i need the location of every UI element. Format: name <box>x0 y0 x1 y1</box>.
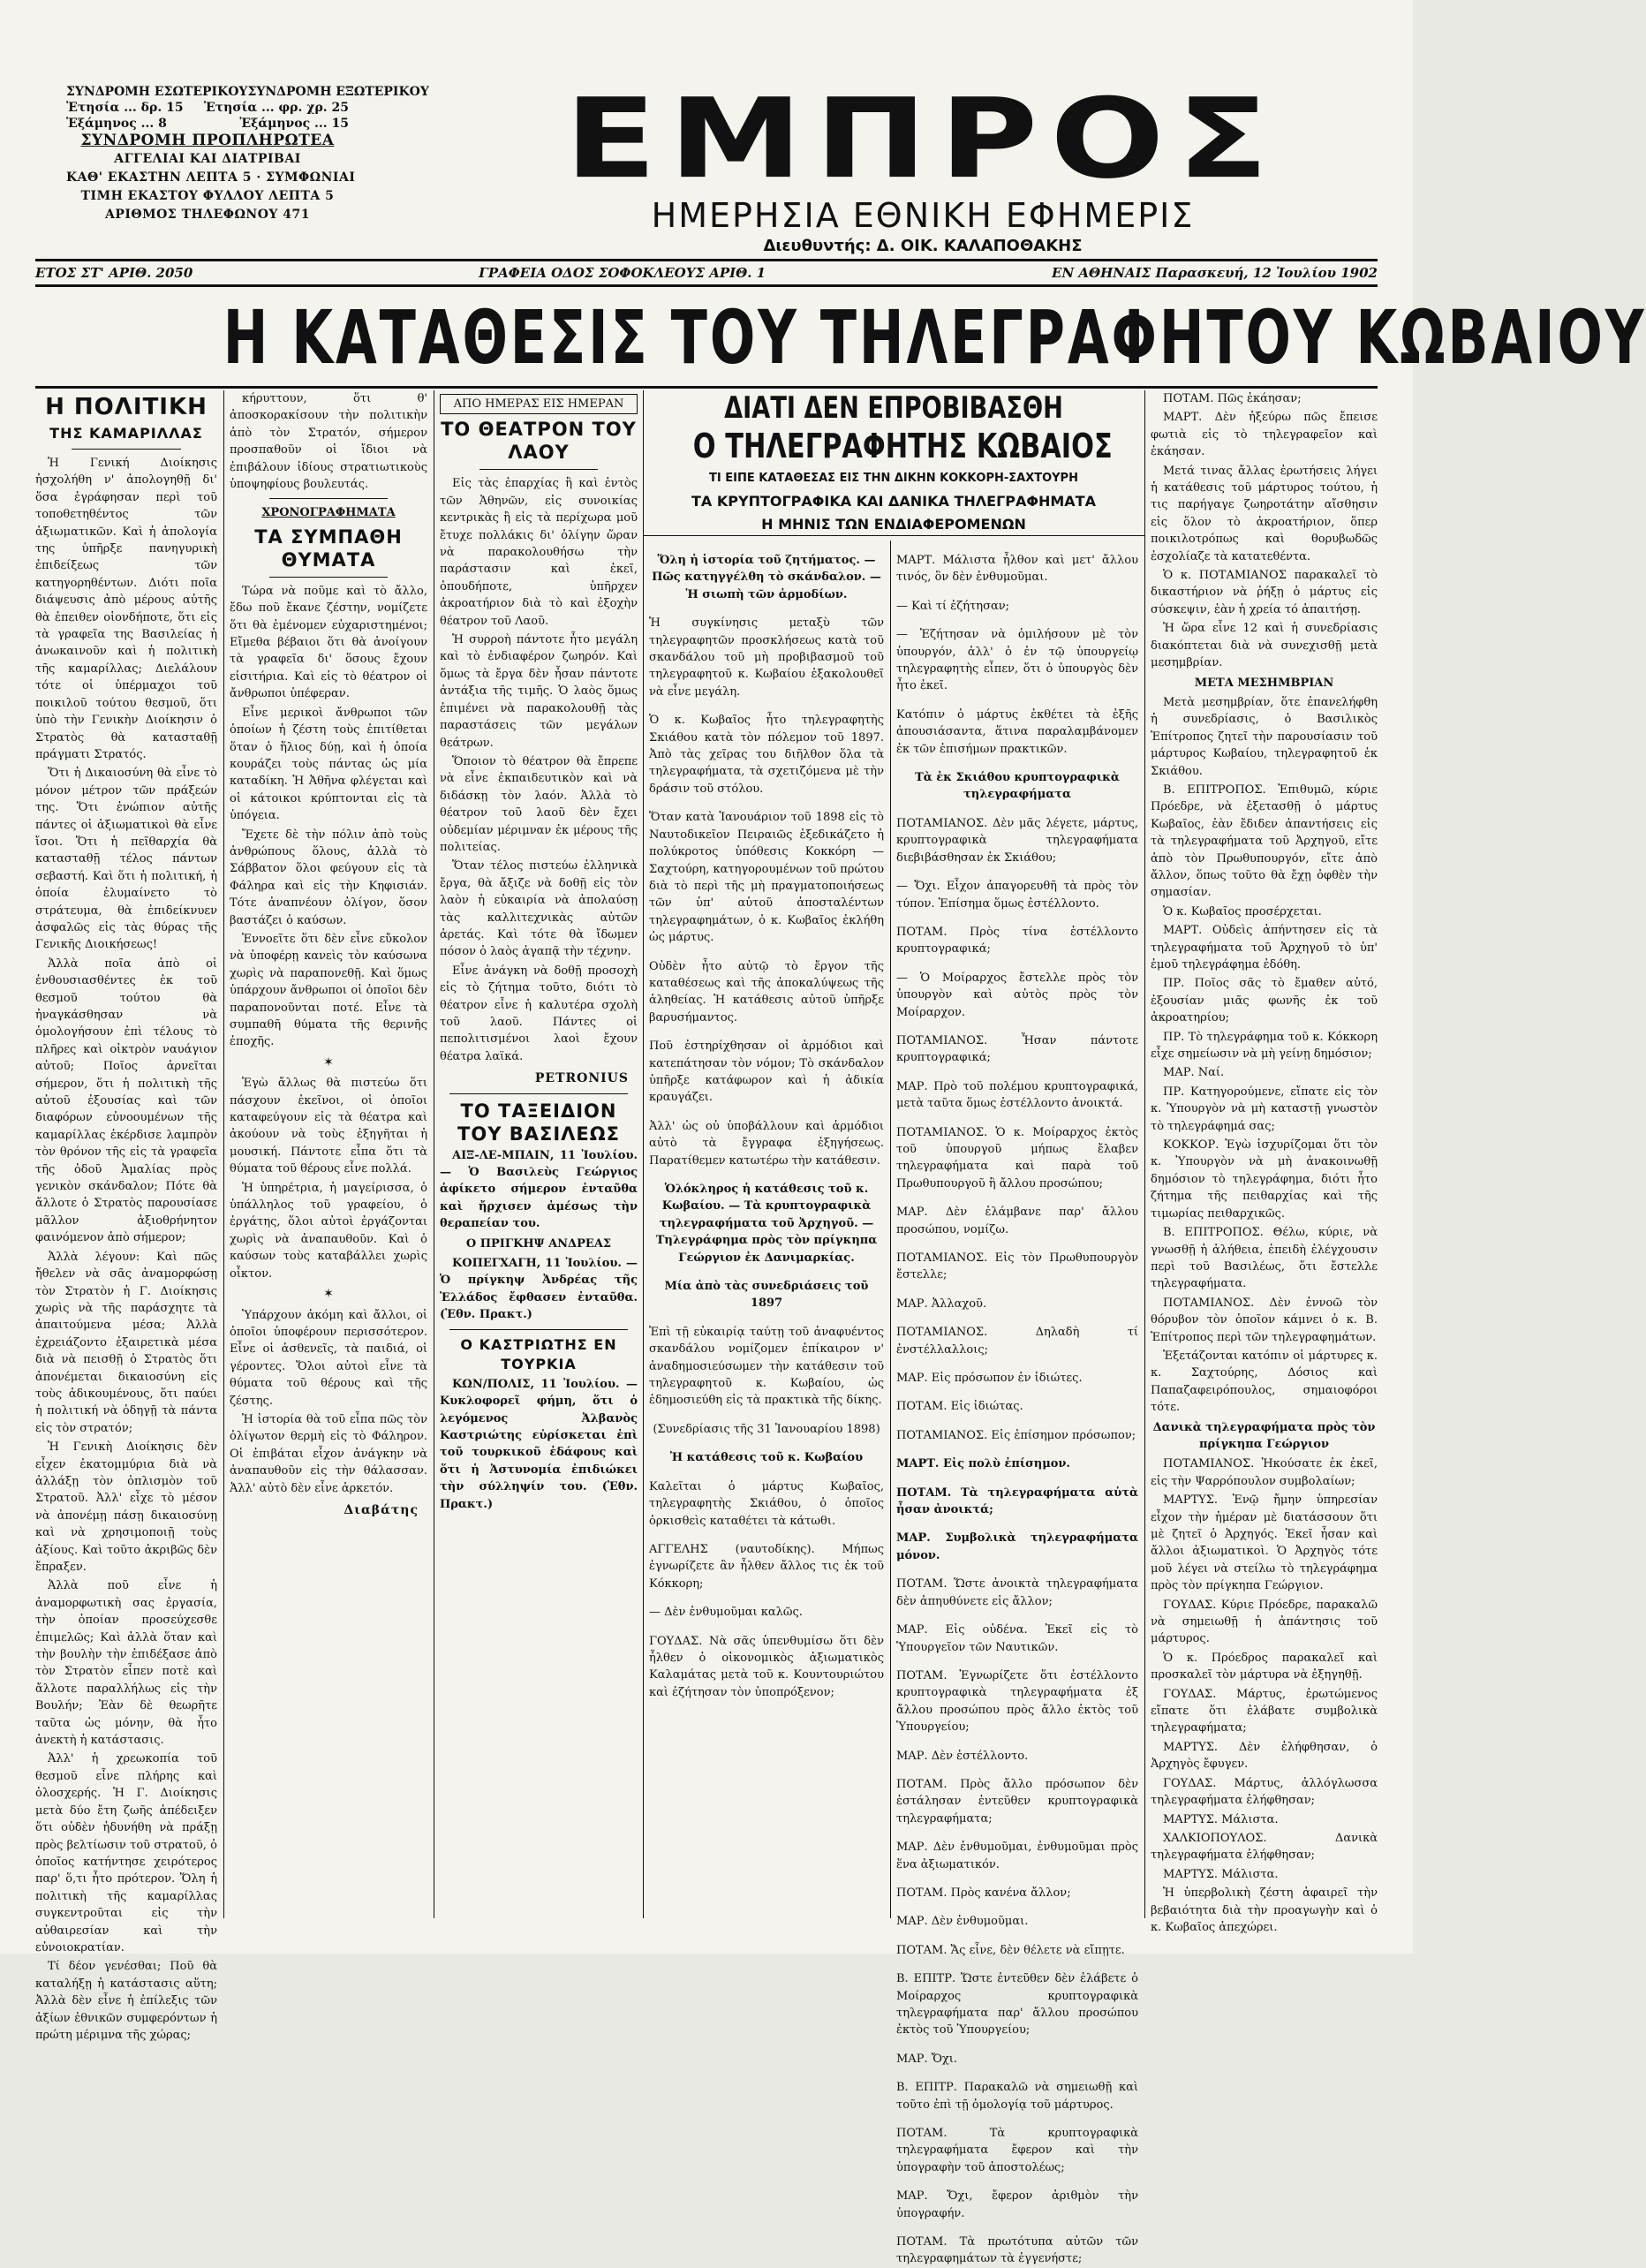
paragraph: Ἀλλὰ λέγουν: Καὶ πῶς ἤθελεν νὰ σᾶς ἀναμορφώσῃ τὸν Στρατὸν ἡ Γ. Διοίκησις χωρὶς νὰ τῆς παράσχητε τὰ ἀπαιτούμενα μέσα; Ἀλλὰ ἐχρειάζοντο ἐξαιρετικὰ μέσα διὰ νὰ πεισθῇ ὁ Στρατὸς ὅτι ἀπονέμεται δικαιοσύνη εἰς τοὺς ἀδικουμένους, ὅτι παύει ἡ πολιτική νὰ ὁδηγῇ τὰ πάντα εἰς τὸν στρατόν; <box>35 1250 217 1435</box>
column-rule <box>643 390 644 1918</box>
paragraph: ΠΟΤΑΜ. Ἐγνωρίζετε ὅτι ἐστέλλοντο κρυπτογραφικὰ τηλεγραφήματα ἐξ ἄλλου προσώπου πρὸς ἄλλο ἐκτὸς τοῦ Ὑπουργείου; <box>896 1668 1138 1735</box>
subscription-year-row <box>66 100 349 116</box>
ads-terms: ΚΑΘ' ΕΚΑΣΤΗΝ ΛΕΠΤΑ 5 · ΣΥΜΦΩΝΙΑΙ <box>66 170 356 185</box>
paragraph: ΓΟΥΔΑΣ. Μάρτυς, ἐρωτώμενος εἴπατε ὅτι ἐλάβατε συμβολικὰ τηλεγραφήματα; <box>1151 1687 1378 1735</box>
paragraph: ΠΟΤΑΜ. Ἄς εἶνε, δὲν θέλετε νὰ εἴπῃτε. <box>896 1943 1125 1957</box>
sitting-heading: Μία ἀπὸ τὰς συνεδριάσεις τοῦ 1897 <box>664 1280 869 1311</box>
paragraph: ΜΑΡ. Δὲν ἐνθυμοῦμαι, ἐνθυμοῦμαι πρὸς ἕνα ἀξιωματικόν. <box>896 1841 1138 1871</box>
paragraph: ΠΟΤΑΜ. Πῶς ἐκάησαν; <box>1163 392 1302 405</box>
paragraph: ΜΑΡ. Ναί. <box>1163 1066 1225 1080</box>
divider <box>479 469 598 470</box>
article-signature: PETRONIUS <box>534 1071 629 1086</box>
star-separator: ✶ <box>323 1287 334 1302</box>
column-testimony-cont <box>896 541 1138 2266</box>
paragraph: ΜΑΡ. Δὲν ἐλάμβανε παρ' ἄλλου προσώπου, νομίζω. <box>896 1206 1138 1236</box>
main-headline: Η ΚΑΤΑΘΕΣΙΣ ΤΟΥ ΤΗΛΕΓΡΑΦΗΤΟΥ ΚΩΒΑΙΟΥ <box>223 294 1646 381</box>
paragraph: ΚΟΚΚΟΡ. Ἐγὼ ἰσχυρίζομαι ὅτι τὸν κ. Ὑπουργὸν νὰ μὴ ἀνακοινωθῇ δημόσιον τὸ τηλεγράφημα, διότι ἦτο ζήτημα τῆς πειθαρχίας καὶ τῆς τιμωρίας πειθαρχικῶς. <box>1151 1138 1378 1221</box>
paragraph: ΠΟΤΑΜ. Τὰ πρωτότυπα αὐτῶν τῶν τηλεγραφημάτων τὰ ἐγγενήστε; <box>896 2235 1138 2266</box>
paragraph: Κατόπιν ὁ μάρτυς ἐκθέτει τὰ ἐξῆς ἀπουσιάσαντα, ἅτινα παραλαμβάνομεν ἐκ τῶν ἐπισήμων πρακτικῶν. <box>896 707 1138 756</box>
paragraph: Ποῦ ἐστηρίχθησαν οἱ ἁρμόδιοι καὶ κατεπάτησαν τὸν νόμον; Τὸ σκάνδαλον ὑπῆρξε κατάφωρον καὶ ἡ ἀδικία κραυγάζει. <box>649 1040 884 1105</box>
article-title: Η ΠΟΛΙΤΙΚΗ <box>45 394 208 420</box>
paragraph: ΜΑΡΤΥΣ. Μάλιστα. <box>1163 1812 1279 1826</box>
dateline-bar <box>35 259 1378 287</box>
paragraph: ΜΑΡΤΥΣ. Ἐνῷ ἤμην ὑπηρεσίαν εἶχον τὴν ἡμέραν μὲ διατάσσουν ὅτι μὲ ζητεῖ ὁ Ἀρχηγός. Ἐκεῖ ἦσαν καὶ ἄλλοι ἀξιωματικοὶ. Ὁ Ἀρχηγὸς τότε μοῦ λέγει νὰ στείλω τὸ τηλεγράφημα πρὸς τὸν πρίγκηπα Γεώργιον. <box>1151 1493 1378 1593</box>
paragraph: ΜΑΡ. Δὲν ἐστέλλοντο. <box>896 1749 1029 1763</box>
domestic-half: Ἑξάμηνος ... 8 <box>66 117 167 131</box>
column-chronicle <box>230 390 427 1918</box>
paragraph: Μετὰ μεσημβρίαν, ὅτε ἐπανελήφθη ἡ συνεδρίασις, ὁ Βασιλικὸς Ἐπίτροπος ζητεῖ τὴν παρουσίασιν τοῦ μάρτυρος Κωβαίου, τηλεγραφητοῦ ἐκ Σκιάθου. <box>1151 695 1378 778</box>
paragraph: ΓΟΥΔΑΣ. Νὰ σᾶς ὑπενθυμίσω ὅτι δὲν ἦλθεν ὁ οἰκονομικὸς ἀξιωματικὸς Καλαμάτας μετὰ τοῦ κ. Κουντουριώτου καὶ ἐζήτησαν τὸν ὑποπρόξενον; <box>649 1634 884 1699</box>
main-article-title-1: ΔΙΑΤΙ ΔΕΝ ΕΠΡΟΒΙΒΑΣΘΗ <box>724 390 1063 426</box>
cipher-heading: Τὰ ἐκ Σκιάθου κρυπτογραφικὰ τηλεγραφήματα <box>915 771 1120 802</box>
paragraph: ΠΟΤΑΜΙΑΝΟΣ. Δὲν μᾶς λέγετε, μάρτυς, κρυπτογραφικὰ τηλεγραφήματα διεβιβάσθησαν ἐκ Σκιάθου; <box>896 816 1138 865</box>
main-article-sub-2: ΤΑ ΚΡΥΠΤΟΓΡΑΦΙΚΑ ΚΑΙ ΔΑΝΙΚΑ ΤΗΛΕΓΡΑΦΗΜΑΤΑ <box>691 493 1096 510</box>
paragraph: ΠΟΤΑΜ. Πρὸς τίνα ἐστέλλοντο κρυπτογραφικά; <box>896 925 1138 956</box>
paragraph: Εἶνε μερικοὶ ἄνθρωποι τῶν ὁποίων ἡ ζέστη τοὺς ἐπιτίθεται ὅταν ὁ ἥλιος δύῃ, καὶ ἡ ὁποία κουράζει τοὺς πάντας ὡς μία καταδίκη. Ἡ Ἀθῆνα φλέγεται καὶ οἱ κάτοικοι κρύπτονται εἰς τὰ ὑπόγεια. <box>230 706 427 823</box>
column-testimony <box>649 541 884 1918</box>
column-rule <box>1144 390 1145 1918</box>
subscription-box <box>66 84 429 224</box>
paragraph: Ὅταν κατὰ Ἰανουάριον τοῦ 1898 εἰς τὸ Ναυτοδικεῖον Πειραιῶς ἐξεδικάζετο ἡ πολύκροτος ὑπόθεσις Κοκκόρη — Σαχτούρη, κατηγορουμένων τοῦ πρώτου διὰ τὸ περὶ τῆς μὴ πραγματοποιήσεως τῶν ὑπ' αὐτοῦ ἀποσταλέντων τηλεγραφημάτων, ὁ κ. Κωβαῖος ἐκλήθη ὡς μάρτυς. <box>649 811 884 945</box>
paragraph: Ἀλλὰ ποῦ εἶνε ἡ ἀναμορφωτικὴ σας ἐργασία, τὴν ὁποίαν προσεύχεσθε ἐπιμελῶς; Καὶ ἀλλὰ ὅταν καὶ τὴν βουλὴν τὴν ἐπιδέξασε ἀπὸ τὸν Στρατὸν εἶπεν ποτὲ καὶ ἄλλοτε παραλλήλως εἰς τὴν Βουλήν; Ἐὰν δὲ θεωρῆτε ταῦτα ὡς μόνην, θὰ ἦτο ἀνεκτὴ ἡ κατάστασις. <box>35 1579 217 1748</box>
domestic-year: Ἐτησία ... δρ. 15 <box>66 101 184 115</box>
paragraph: ΜΑΡ. Ὄχι. <box>896 2052 957 2066</box>
paragraph: Β. ΕΠΙΤΡΟΠΟΣ. Ἐπιθυμῶ, κύριε Πρόεδρε, νὰ ἐξετασθῇ ὁ μάρτυς Κωβαῖος, ἐὰν ἔδιδεν ἀπαντήσεις εἰς τὰ τηλεγραφήματα τοῦ Ἀρχηγοῦ, εἴτε ἀπὸ τὸν Πρωθυπουργόν, εἴτε ἀπὸ ἄλλον, ὅπως τοῦτο θὰ ἔχῃ ὀφθὲν τὴν σημασίαν. <box>1151 782 1378 900</box>
newspaper-director: Διευθυντής: Δ. ΟΙΚ. ΚΑΛΑΠΟΘΑΚΗΣ <box>763 237 1083 255</box>
paragraph: — Καὶ τί ἐζήτησαν; <box>896 599 1010 613</box>
paragraph: Οὐδὲν ἦτο αὐτῷ τὸ ἔργον τῆς καταθέσεως καὶ τῆς ἀποκαλύψεως τῆς ἀληθείας. Ἡ κατάθεσις αὐτοῦ ὑπῆρξε βαρυσήμαντος. <box>649 959 884 1024</box>
column-politics <box>35 390 217 2042</box>
foreign-year: Ἐτησία ... φρ. χρ. 25 <box>203 101 349 115</box>
paragraph: ΜΑΡ. Εἰς πρόσωπον ἐν ἰδιώτες. <box>896 1372 1083 1386</box>
section-rubric: ΧΡΟΝΟΓΡΑΦΗΜΑΤΑ <box>261 506 396 520</box>
paragraph: ΠΟΤΑΜ. Εἰς ἰδιώτας. <box>896 1400 1023 1414</box>
turkey-title: Ο ΚΑΣΤΡΙΩΤΗΣ ΕΝ ΤΟΥΡΚΙΑ <box>460 1335 617 1372</box>
section-rubric: ΑΠΟ ΗΜΕΡΑΣ ΕΙΣ ΗΜΕΡΑΝ <box>440 394 638 414</box>
paragraph: Ἡ ὑπερβολικὴ ζέστη ἀφαιρεῖ τὴν βεβαιότητα διὰ τὴν προαγωγὴν καὶ ὁ κ. Κωβαῖος ἀπεχώρει. <box>1151 1886 1378 1934</box>
paragraph: Β. ΕΠΙΤΡΟΠΟΣ. Θέλω, κύριε, νὰ γνωσθῇ ἡ ἀλήθεια, ἐπειδὴ ἐλέγχουσιν περὶ τοῦ Βασιλέως, ὅτι ἔστελλε τηλεγραφήματα. <box>1151 1226 1378 1291</box>
divider <box>449 1329 628 1330</box>
article-subtitle: ΤΗΣ ΚΑΜΑΡΙΛΛΑΣ <box>49 425 203 442</box>
issue-number: ΕΤΟΣ ΣΤ' ΑΡΙΘ. 2050 <box>35 265 193 281</box>
paragraph: ΠΡ. Κατηγορούμενε, εἴπατε εἰς τὸν κ. Ὑπουργὸν νὰ μὴ καταστῇ γνωστὸν τὸ τηλεγράφημά σας; <box>1151 1085 1378 1133</box>
paragraph: Ὁ κ. Κωβαῖος προσέρχεται. <box>1163 904 1322 919</box>
testimony-subheading: Ἡ κατάθεσις τοῦ κ. Κωβαίου <box>669 1451 864 1465</box>
paragraph: ΠΟΤΑΜ. Τὰ κρυπτογραφικὰ τηλεγραφήματα ἔφερον καὶ τὴν ὑπογραφὴν τοῦ ἀποστολέως; <box>896 2127 1138 2174</box>
phone-note: ΑΡΙΘΜΟΣ ΤΗΛΕΦΩΝΟΥ 471 <box>104 208 311 222</box>
paragraph: κήρυττουν, ὅτι θ' ἀποσκορακίσουν τὴν πολιτικὴν ἀπὸ τὸν Στρατόν, σήμερον προσπαθοῦν οἱ ἴδιοι νὰ ἐπιβάλουν ἰδίους στρατιωτικοὺς ὑποψηφίους βουλευτάς. <box>230 392 427 492</box>
testimony-heading: Ὁλόκληρος ἡ κατάθεσις τοῦ κ. Κωβαίου. — Τὰ κρυπτογραφικὰ τηλεγραφήματα τοῦ Ἀρχηγοῦ. — Τηλεγράφημα πρὸς τὸν πρίγκηπα Γεώργιον ἐκ Δανιμαρκίας. <box>655 1183 878 1265</box>
paragraph: Ὅταν τέλος πιστεύω ἑλληνικὰ ἔργα, θὰ ἄξιζε νὰ δοθῇ εἰς τὸν λαὸν ἡ εὐκαιρία νὰ ἀπολαύσῃ τὰς καλλιτεχνικὰς αὐτῶν ἀρετάς. Καὶ τότε θὰ ἴδωμεν πόσον ὁ λαὸς ἀγαπᾷ τὴν τέχνην. <box>440 859 638 959</box>
paragraph: Ἐξετάζονται κατόπιν οἱ μάρτυρες κ. κ. Σαχτούρης, Δόσιος καὶ Παπαζαφειρόπουλος, σημαιοφόροι τότε. <box>1151 1349 1378 1415</box>
paragraph: ΜΑΡΤ. Εἰς πολὺ ἐπίσημον. <box>896 1457 1070 1471</box>
paragraph: ΠΡ. Ποῖος σᾶς τὸ ἔμαθεν αὐτό, ἐξουσίαν μιᾶς φωνῆς ἐκ τοῦ ἀκροατηρίου; <box>1151 977 1378 1025</box>
paragraph: ΑΓΓΕΛΗΣ (ναυτοδίκης). Μήπως ἐγνωρίζετε ἂν ἦλθεν ἄλλος τις ἐκ τοῦ Κόκκορη; <box>649 1542 884 1591</box>
paragraph: ΧΑΛΚΙΟΠΟΥΛΟΣ. Δανικὰ τηλεγραφήματα ἐλήφθησαν; <box>1151 1831 1378 1863</box>
divider <box>72 449 181 450</box>
newspaper-logo: ΕΜΠΡΟΣ <box>564 74 1281 203</box>
paragraph: Καλεῖται ὁ μάρτυς Κωβαῖος, τηλεγραφητὴς Σκιάθου, ὁ ὁποῖος ὁρκισθεὶς καταθέτει τὰ κάτωθι. <box>649 1479 884 1528</box>
main-article-sub-3: Η ΜΗΝΙΣ ΤΩΝ ΕΝΔΙΑΦΕΡΟΜΕΝΩΝ <box>761 516 1026 533</box>
paragraph: ΜΑΡΤ. Μάλιστα ἦλθον καὶ μετ' ἄλλου τινός, ὃν δὲν ἐνθυμοῦμαι. <box>896 554 1138 585</box>
paragraph: ΜΑΡ. Πρὸ τοῦ πολέμου κρυπτογραφικά, μετὰ ταῦτα ὅμως ἐστέλλοντο ἀνοικτά. <box>896 1079 1138 1111</box>
trip-dispatch: ΑΙΞ-ΛΕ-ΜΠΑΙΝ, 11 Ἰουλίου. — Ὁ Βασιλεὺς Γεώργιος ἀφίκετο σήμερον ἐνταῦθα καὶ ἤρχισεν ἀμέσως τὴν θεραπείαν του. <box>440 1148 638 1231</box>
paragraph: ΠΟΤΑΜ. Ὥστε ἀνοικτὰ τηλεγραφήματα δὲν ἀπηυθύνετε εἰς ἄλλον; <box>896 1577 1138 1608</box>
paragraph: Ὑπάρχουν ἀκόμη καὶ ἄλλοι, οἱ ὁποῖοι ὑποφέρουν περισσότερον. Εἶνε οἱ ἀσθενεῖς, τὰ παιδιά, οἱ γέροντες. Ὅλοι αὐτοὶ εἶνε τὰ θύματα τοῦ θέρους καὶ τῆς ζέστης. <box>230 1308 427 1408</box>
column-rule <box>223 390 224 1918</box>
main-article-heading <box>643 390 1144 537</box>
masthead <box>552 74 1294 258</box>
paragraph: ΜΑΡ. Συμβολικὰ τηλεγραφήματα μόνον. <box>896 1531 1138 1562</box>
paragraph: ΠΟΤΑΜΙΑΝΟΣ. Δηλαδὴ τί ἐνστέλλαλλοις; <box>896 1326 1138 1357</box>
paragraph: Ἡ ὑπηρέτρια, ἡ μαγείρισσα, ὁ ὑπάλληλος τοῦ γραφείου, ὁ ἐργάτης, ὅλοι αὐτοὶ ἐργάζονται χωρὶς νὰ ἀναπαυθοῦν. Καὶ ὁ καύσων τοὺς καταβάλλει χωρὶς οἶκτον. <box>230 1181 427 1281</box>
section-heading: ΜΕΤΑ ΜΕΣΗΜΒΡΙΑΝ <box>1194 676 1334 690</box>
paragraph: ΜΑΡ. Εἰς οὐδένα. Ἐκεῖ εἰς τὸ Ὑπουργεῖον τῶν Ναυτικῶν. <box>896 1623 1138 1654</box>
paragraph: Εἶνε ἀνάγκη νὰ δοθῇ προσοχὴ εἰς τὸ ζήτημα τοῦτο, διότι τὸ θέατρον εἶνε ἡ καλυτέρα σχολὴ τοῦ λαοῦ. Πάντες οἱ πεπολιτισμένοι λαοὶ ἔχουν θέατρα λαϊκά. <box>440 964 638 1063</box>
ads-note: ΑΓΓΕΛΙΑΙ ΚΑΙ ΔΙΑΤΡΙΒΑΙ <box>114 152 301 166</box>
paragraph: Ἐγὼ ἄλλως θὰ πιστεύω ὅτι πάσχουν ἐκεῖνοι, οἱ ὁποῖοι καταφεύγουν εἰς τὰ θέατρα καὶ ἀκούουν νὰ τοὺς ἐξηγῆται ἡ μουσική. Πάντοτε εἶπα ὅτι τὰ θύματα τοῦ θέρους εἶνε πολλά. <box>230 1077 427 1176</box>
paragraph: — Δὲν ἐνθυμοῦμαι καλῶς. <box>649 1606 803 1620</box>
paragraph: ΓΟΥΔΑΣ. Κύριε Πρόεδρε, παρακαλῶ νὰ σημειωθῇ ἡ ἀπάντησις τοῦ μάρτυρος. <box>1151 1598 1378 1646</box>
price-note: ΤΙΜΗ ΕΚΑΣΤΟΥ ΦΥΛΛΟΥ ΛΕΠΤΑ 5 <box>80 189 335 203</box>
column-rule <box>890 541 891 1918</box>
foreign-title: ΣΥΝΔΡΟΜΗ ΕΞΩΤΕΡΙΚΟΥ <box>247 85 429 99</box>
headline-rule <box>35 386 1378 389</box>
newspaper-tagline: ΗΜΕΡΗΣΙΑ ΕΘΝΙΚΗ ΕΦΗΜΕΡΙΣ <box>651 196 1195 235</box>
paragraph: ΓΟΥΔΑΣ. Μάρτυς, ἀλλόγλωσσα τηλεγραφήματα ἐλήφθησαν; <box>1151 1776 1378 1808</box>
paragraph: Ἔχετε δὲ τὴν πόλιν ἀπὸ τοὺς ἀνθρώπους ὅλους, ἀλλὰ τὸ Σάββατον ὅλοι φεύγουν εἰς τὰ Φάληρα καὶ εἰς τὴν Κηφισιάν. Τότε ἀναπνέουν ὀλίγον, ὅσον βαστάζει ὁ καύσων. <box>230 828 427 927</box>
paragraph: Ἡ ἱστορία θὰ τοῦ εἶπα πῶς τὸν ὀλίγωτον θερμὴ εἰς τὸ Φάληρον. Οἱ ἐπιβάται εἶχον ἀνάγκην νὰ ἀναπαυθοῦν εἰς τὴν θάλασσαν. Ἀλλ' αὐτὸ δὲν εἶνε ἀρκετόν. <box>230 1412 427 1495</box>
divider <box>269 577 388 578</box>
divider <box>269 498 388 499</box>
trip-title: ΤΟ ΤΑΞΕΙΔΙΟΝ ΤΟΥ ΒΑΣΙΛΕΩΣ <box>457 1100 620 1145</box>
paragraph: Ὅποιον τὸ θέατρον θὰ ἔπρεπε νὰ εἶνε ἐκπαιδευτικὸν καὶ νὰ διδάσκῃ τὸν λαόν. Ἀλλὰ τὸ θέατρον τοῦ λαοῦ δὲν ἔχει οὐδεμίαν μέριμναν ἐκ μέρους τῆς πολιτείας. <box>440 754 638 854</box>
domestic-title: ΣΥΝΔΡΟΜΗ ΕΣΩΤΕΡΙΚΟΥ <box>66 85 248 99</box>
paragraph: ΜΑΡ. Δὲν ἐνθυμοῦμαι. <box>896 1915 1029 1929</box>
paragraph: ΠΟΤΑΜ. Τὰ τηλεγραφήματα αὐτὰ ἦσαν ἀνοικτά; <box>896 1486 1138 1517</box>
paragraph: Ἀλλὰ ποῖα ἀπὸ οἱ ἐνθουσιασθέντες ἐκ τοῦ θεσμοῦ τούτου θὰ ἠναγκάσθησαν νὰ ὁμολογήσουν ἐπὶ τέλους τὸ πλῆρες καὶ οἰκτρὸν ναυάγιον αὐτοῦ; Ποῖος ἀρνεῖται σήμερον, ὅτι ἡ πολιτικὴ τῆς αὐτοῦ ἐξουσίας καὶ τῶν διαφόρων εὐνοουμένων τῆς καμαρίλλας ἐκέρδισε λαμπρὸν τὸν θρόνον τῆς εἰς τὰ γραφεῖα τῆς ὁδοῦ Ἀμαλίας πρὸς γενικὸν σκάνδαλον; Πότε θὰ ἄλλοτε ὁ Στρατὸς παρουσίασε μᾶλλον ἀξιοθρήνητον φαινόμενον ἀπὸ σήμερον; <box>35 956 217 1245</box>
paragraph: Ἡ Γενικὴ Διοίκησις δὲν εἶχεν ἐκατομμύρια διὰ νὰ ἀλλάξῃ τὸν ὁπλισμὸν τοῦ Στρατοῦ. Ἀλλ' εἶχε τὸ μέσον νὰ ἀπονέμῃ πάσῃ δικαιοσύνῃ καὶ νὰ χρησιμοποιῇ τοὺς ἀξίους. Καὶ τοῦτο ἀκριβῶς δὲν ἔπραξεν. <box>35 1440 217 1574</box>
paragraph: Ὅτι ἡ Δικαιοσύνη θὰ εἶνε τὸ μόνον μέτρον τῶν πράξεών της. Ὅτι ἐνώπιον αὐτῆς πάντες οἱ ἀξιωματικοὶ θὰ εἶνε ἴσοι. Ὅτι ἡ πεῖθαρχία θὰ κατασταθῇ τέλος πάντων σεβαστή. Καὶ ὅτι ἡ πολιτική, ἡ ὁποία ἐλυμαίνετο τὸ στράτευμα, θὰ ἐπιδείκνυεν ἀσφαλῶς εἰς τὰς θύρας τῆς Γενικῆς Διοικήσεως! <box>35 767 217 952</box>
danish-heading: Δανικὰ τηλεγραφήματα πρὸς τὸν πρίγκηπα Γεώργιον <box>1152 1420 1376 1451</box>
divider <box>449 1093 628 1094</box>
article-title: ΤΟ ΘΕΑΤΡΟΝ ΤΟΥ ΛΑΟΥ <box>441 419 637 464</box>
paragraph: Ἐπὶ τῇ εὐκαιρίᾳ ταύτῃ τοῦ ἀναφυέντος σκανδάλου νομίζομεν ἐπίκαιρον ν' ἀναδημοσιεύσωμεν τὴν κατάθεσιν τοῦ τηλεγραφητοῦ κ. Κωβαίου, ὡς ἐδημοσιεύθη εἰς τὰ πρακτικὰ τῆς δίκης. <box>649 1325 884 1408</box>
paragraph: Β. ΕΠΙΤΡ. Ὥστε ἐντεῦθεν δὲν ἐλάβετε ὁ Μοίραρχος κρυπτογραφικὰ τηλεγραφήματα παρ' ἄλλου προσώπου ἐκτὸς τοῦ Ὑπουργείου; <box>896 1972 1138 2037</box>
paragraph: Ὁ κ. Πρόεδρος παρακαλεῖ καὶ προσκαλεῖ τὸν μάρτυρα νὰ ἐξηγηθῇ. <box>1151 1651 1378 1682</box>
subscription-half-row <box>66 116 349 132</box>
article-lead: Ὅλη ἡ ἱστορία τοῦ ζητήματος. — Πῶς κατηγγέλθη τὸ σκάνδαλον. — Ἡ σιωπὴ τῶν ἁρμοδίων. <box>652 554 881 601</box>
prince-title: Ο ΠΡΙΓΚΗΨ ΑΝΔΡΕΑΣ <box>465 1236 612 1251</box>
prepaid-note: ΣΥΝΔΡΟΜΗ ΠΡΟΠΛΗΡΩΤΕΑ <box>80 132 335 149</box>
paragraph: Τώρα νὰ ποῦμε καὶ τὸ ἄλλο, ἔδω ποῦ ἔκανε ζέστην, νομίζετε ὅτι θὰ ἐμένομεν εὐχαριστημένοι; Εἴμεθα βέβαιοι ὅτι θὰ ἀνοίγουν τὰ γραφεῖα δι' ὅσους ἔχουν εἰσιτήρια. Καὶ εἰς τὸ θέατρον οἱ ἄνθρωποι ὑπέφεραν. <box>230 584 427 701</box>
paragraph: ΜΑΡΤ. Δὲν ἠξεύρω πῶς ἔπεισε φωτιὰ εἰς τὸ τηλεγραφεῖον καὶ ἐκάησαν. <box>1151 411 1378 459</box>
paragraph: ΠΟΤΑΜΙΑΝΟΣ. Δὲν ἐννοῶ τὸν θόρυβον τὸν ὁποῖον κάμνει ὁ κ. Β. Ἐπίτροπος περὶ τῶν τηλεγραφημάτων. <box>1151 1296 1378 1344</box>
paragraph: ΠΟΤΑΜΙΑΝΟΣ. Εἰς ἐπίσημον πρόσωπον; <box>896 1428 1136 1442</box>
paragraph: — Ὁ Μοίραρχος ἔστελλε πρὸς τὸν ὑπουργὸν καὶ αὐτὸς πρὸς τὸν Μοίραρχον. <box>896 971 1138 1019</box>
paragraph: Ὁ κ. Κωβαῖος ἦτο τηλεγραφητὴς Σκιάθου κατὰ τὸν πόλεμον τοῦ 1897. Ἀπὸ τὰς χεῖρας του διῆλθον ὅλα τὰ τηλεγραφήματα, τὰ σχετιζόμενα μὲ τὴν δράσιν τοῦ στόλου. <box>649 714 884 796</box>
subscription-titles <box>66 84 429 100</box>
paragraph: ΜΑΡΤΥΣ. Δὲν ἐλήφθησαν, ὁ Ἀρχηγὸς ἔφυγεν. <box>1151 1740 1378 1772</box>
paragraph: — Ὄχι. Εἶχον ἀπαγορευθῆ τὰ πρὸς τὸν τύπον. Ἐπίσημα ὅμως ἐστέλλοντο. <box>896 880 1138 911</box>
main-article-sub-1: ΤΙ ΕΙΠΕ ΚΑΤΑΘΕΣΑΣ ΕΙΣ ΤΗΝ ΔΙΚΗΝ ΚΟΚΚΟΡΗ-ΣΑΧΤΟΥΡΗ <box>709 472 1078 485</box>
star-separator: ✶ <box>323 1055 334 1070</box>
paragraph: Ἐννοεῖτε ὅτι δὲν εἶνε εὔκολον νὰ ὑποφέρῃ κανεὶς τὸν καύσωνα χωρὶς νὰ παραπονεθῇ. Καὶ ὅμως ὑπάρχουν ἄνθρωποι οἱ ὁποῖοι δὲν παραπονοῦνται ποτέ. Εἶνε τὰ συμπαθῆ θύματα τῆς θερινῆς ἐποχῆς. <box>230 932 427 1049</box>
foreign-half: Ἑξάμηνος ... 15 <box>239 117 349 131</box>
paragraph: ΠΟΤΑΜ. Πρὸς ἄλλο πρόσωπον δὲν ἐστάλησαν ἐντεῦθεν κρυπτογραφικὰ τηλεγραφήματα; <box>896 1777 1138 1826</box>
paragraph: ΠΟΤΑΜΙΑΝΟΣ. Ἠκούσατε ἐκ ἐκεῖ, εἰς τὴν Ψαρρόπουλον συμβολαίων; <box>1151 1457 1378 1488</box>
paragraph: ΜΑΡΤ. Οὐδεὶς ἀπήντησεν εἰς τὰ τηλεγραφήματα τοῦ Ἀρχηγοῦ τὸ ὑπ' ἐμοῦ τηλεγράφημα ἐδόθη. <box>1151 924 1378 971</box>
paragraph: Β. ΕΠΙΤΡ. Παρακαλῶ νὰ σημειωθῇ καὶ τοῦτο ἐπὶ τῇ ὁμολογίᾳ τοῦ μάρτυρος. <box>896 2081 1138 2112</box>
paragraph: ΜΑΡΤΥΣ. Μάλιστα. <box>1163 1867 1279 1881</box>
paragraph: ΠΟΤΑΜ. Πρὸς κανένα ἄλλον; <box>896 1886 1071 1900</box>
paragraph: — Ἐζήτησαν νὰ ὁμιλήσουν μὲ τὸν ὑπουργόν, ἀλλ' ὁ ἐν τῷ ὑπουργείῳ τηλεγραφητὴς εἶπεν, ὅτι ὁ ὑπουργὸς δὲν ἦτο ἐκεῖ. <box>896 628 1138 693</box>
paragraph: ΜΑΡ. Ὄχι, ἔφερον ἀριθμὸν τὴν ὑπογραφήν. <box>896 2189 1138 2220</box>
column-afternoon <box>1151 390 1378 1934</box>
paragraph: ΠΟΤΑΜΙΑΝΟΣ. Ἦσαν πάντοτε κρυπτογραφικά; <box>896 1033 1138 1065</box>
paragraph: ΠΟΤΑΜΙΑΝΟΣ. Εἰς τὸν Πρωθυπουργὸν ἔστελλε; <box>896 1251 1138 1282</box>
turkey-dispatch: ΚΩΝ/ΠΟΛΙΣ, 11 Ἰουλίου. — Κυκλοφορεῖ φήμη, ὅτι ὁ λεγόμενος Ἀλβανὸς Καστριώτης εὑρίσκεται ἐπὶ τοῦ τουρκικοῦ ἐδάφους καὶ ὅτι ἡ Ἀστυνομία ἐπιδιώκει τὴν σύλληψίν του. (Ἐθν. Πρακτ.) <box>440 1377 638 1511</box>
paragraph: ΠΟΤΑΜΙΑΝΟΣ. Ὁ κ. Μοίραρχος ἐκτὸς τοῦ ὑπουργοῦ μήπως ἔλαβεν τηλεγραφήματα καὶ παρὰ τοῦ Πρωθυπουργοῦ ἢ ἄλλου προσώπου; <box>896 1125 1138 1191</box>
offices-address: ΓΡΑΦΕΙΑ ΟΔΟΣ ΣΟΦΟΚΛΕΟΥΣ ΑΡΙΘ. 1 <box>479 265 766 281</box>
paragraph: Ἡ συρροὴ πάντοτε ἦτο μεγάλη καὶ τὸ ἐνδιαφέρον ζωηρόν. Καὶ ὅμως τὰ ἔργα δὲν ἦσαν πάντοτε ἀντάξια τῆς τιμῆς. Ὁ λαὸς ὅμως ἐπιμένει νὰ παρακολουθῇ τὰς παραστάσεις τῶν μεγάλων θεάτρων. <box>440 633 638 750</box>
paragraph: ΜΑΡ. Ἀλλαχοῦ. <box>896 1297 987 1311</box>
paragraph: ΠΡ. Τὸ τηλεγράφημα τοῦ κ. Κόκκορη εἶχε σημείωσιν νὰ μὴ γείνῃ δημόσιον; <box>1151 1030 1378 1062</box>
divider <box>643 535 1144 536</box>
article-title: ΤΑ ΣΥΜΠΑΘΗ ΘΥΜΑΤΑ <box>254 525 403 571</box>
paragraph: Εἰς τὰς ἐπαρχίας ἢ καὶ ἐντὸς τῶν Ἀθηνῶν, εἰς συνοικίας κεντρικὰς ἢ εἰς τὰ περίχωρα μοῦ ἔτυχε πολλάκις δι' ὀλίγην ὥραν νὰ παρακολουθήσω τὴν παράστασιν καὶ ἐκεῖ, ὁπουδήποτε, ὑπῆρχεν ἀκροατήριον διὰ τὸ καὶ ἐξοχὴν θέατρον τοῦ Λαοῦ. <box>440 477 638 628</box>
prince-dispatch: ΚΟΠΕΓΧΑΓΗ, 11 Ἰουλίου. — Ὁ πρίγκηψ Ἀνδρέας τῆς Ἑλλάδος ἔφθασεν ἐνταῦθα. (Ἐθν. Πρακτ.) <box>440 1257 638 1322</box>
article-signature: Διαβάτης <box>344 1502 419 1517</box>
main-article-title-2: Ο ΤΗΛΕΓΡΑΦΗΤΗΣ ΚΩΒΑΙΟΣ <box>692 427 1113 465</box>
paragraph: Μετά τινας ἄλλας ἐρωτήσεις λήγει ἡ κατάθεσις τοῦ μάρτυρος τούτου, ἡ τις παρήγαγε ζωηροτάτην αἴσθησιν εἰς ὅλον τὸ ἀκροατήριον, ὅπερ ποικιλοτρόπως καὶ θορυβωδῶς ἐσχολίαζε τὰ κατατεθέντα. <box>1151 464 1378 563</box>
issue-date: ΕΝ ΑΘΗΝΑΙΣ Παρασκευή, 12 Ἰουλίου 1902 <box>1052 265 1378 281</box>
paragraph: Ἡ ὥρα εἶνε 12 καὶ ἡ συνεδρίασις διακόπτεται διὰ νὰ συνεχισθῇ μετὰ μεσημβρίαν. <box>1151 622 1378 670</box>
paragraph: (Συνεδρίασις τῆς 31 Ἰανουαρίου 1898) <box>653 1422 880 1436</box>
paragraph: Ἡ συγκίνησις μεταξὺ τῶν τηλεγραφητῶν προσκλήσεως κατὰ τοῦ σκανδάλου τοῦ μὴ προβιβασμοῦ τοῦ τηλεγραφητοῦ κ. Κωβαίου ἐξακολουθεῖ νὰ εἶνε μεγάλη. <box>649 616 884 699</box>
paragraph: Ἡ Γενική Διοίκησις ἠσχολήθη ν' ἀπολογηθῇ δι' ὅσα ἐγράφησαν περὶ τοῦ τοποθετηθέντος τῶν ἀξιωματικῶν. Καὶ ἡ ἀπολογία της ὑπῆρξε πανηγυρικὴ ἐπιδείξεως τῶν κατηγορηθέντων. Διότι ποῖα διάψευσις ἀπὸ μέρους αὐτῆς θὰ ἐπειθεν οἱονδήποτε, ὅτι εἰς τὰ γραφεῖα της Βασιλείας ἡ ἀνωκαινοῦν καὶ ἡ πολιτικὴ τῆς καμαρίλλας; Διελάλουν τότε οἱ ὑπέρμαχοι τοῦ ποικιλοῦ τούτου θεσμοῦ, ὅτι ὑπὸ τὴν Γενικὴν Διοίκησιν ὁ Στρατὸς θὰ κατασταθῇ πράγματι Στρατός. <box>35 457 217 761</box>
paragraph: Ἀλλ' ὡς οὐ ὑποβάλλουν καὶ ἁρμόδιοι αὐτὸ τὰ ἔγγραφα ἐξηγήσεως. Παρατίθεμεν κατωτέρω τὴν κατάθεσιν. <box>649 1119 884 1168</box>
paragraph: Ὁ κ. ΠΟΤΑΜΙΑΝΟΣ παρακαλεῖ τὸ δικαστήριον νὰ ῥήξῃ ὁ μάρτυς εἰς σύσκεψιν, ἐὰν ἡ χρεία τό ἀπαιτήσῃ. <box>1151 569 1378 616</box>
paragraph: Ἀλλ' ἡ χρεωκοπία τοῦ θεσμοῦ εἶνε πλήρης καὶ ὁλοσχερής. Ἡ Γ. Διοίκησις μετὰ δύο ἔτη ζωῆς ἀπέδειξεν ὅτι οὐδὲν ἠδυνήθη νὰ πράξῃ πρὸς βελτίωσιν τοῦ στρατοῦ, ὁ ὁποῖος κατήντησε χειρότερος παρ' ὅ,τι ἦτο πρότερον. Ὅλη ἡ πολιτικὴ τῆς καμαρίλλας συγκεντροῦται εἰς τὴν αὐθαιρεσίαν καὶ τὴν εὐνοιοκρατίαν. <box>35 1752 217 1954</box>
paragraph: Τί δέον γενέσθαι; Ποῦ θὰ καταλήξῃ ἡ κατάστασις αὕτη; Ἀλλὰ δὲν εἶνε ἡ ἐπίλεξις τῶν ἀξίων ἐθνικῶν συμφερόντων ἡ πρώτη μέριμνα τῆς χώρας; <box>35 1960 217 2042</box>
column-theatre <box>440 390 638 1918</box>
